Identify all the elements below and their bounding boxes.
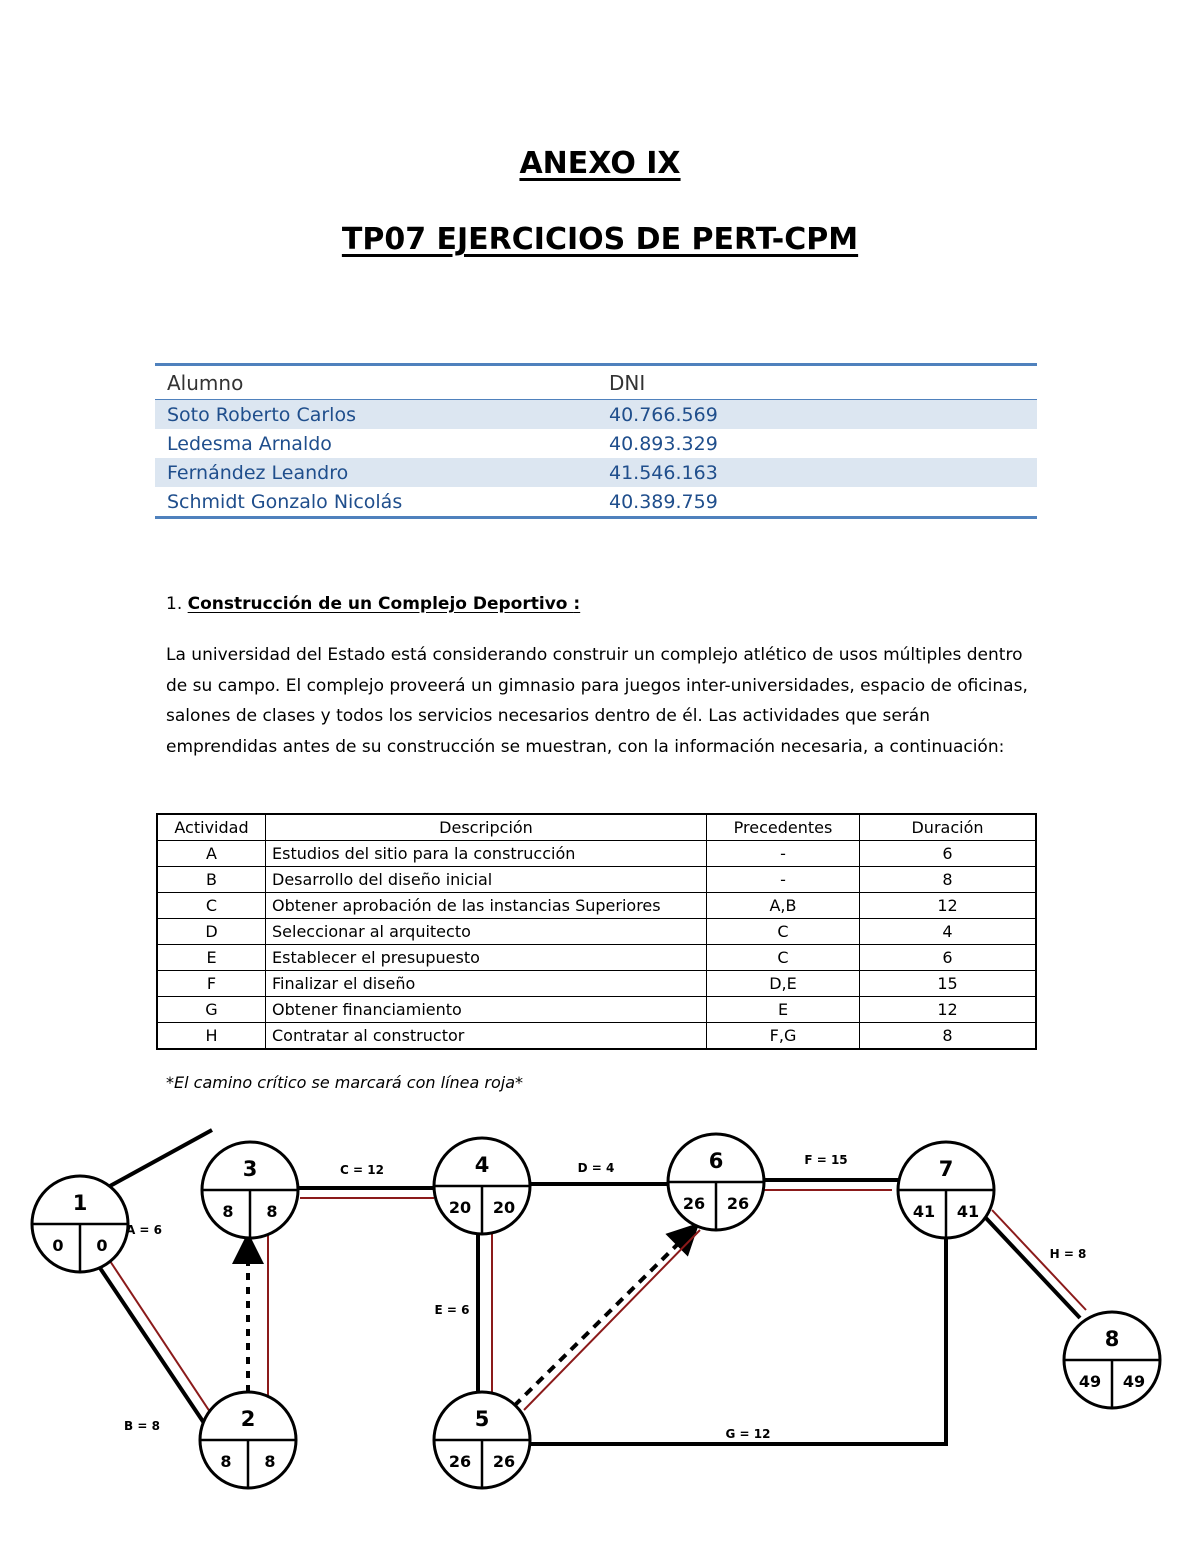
student-dni: 40.893.329 bbox=[609, 432, 718, 455]
activity-description: Seleccionar al arquitecto bbox=[266, 919, 707, 945]
activity-precedents: C bbox=[707, 945, 860, 971]
arc-label-d: D = 4 bbox=[577, 1161, 615, 1175]
activity-id: D bbox=[157, 919, 266, 945]
node-late-time: 49 bbox=[1122, 1372, 1146, 1391]
activity-description: Desarrollo del diseño inicial bbox=[266, 867, 707, 893]
activity-row bbox=[157, 841, 1036, 867]
arc-label-b: B = 8 bbox=[124, 1419, 160, 1433]
activity-description: Obtener aprobación de las instancias Superiores bbox=[266, 893, 707, 919]
student-name: Ledesma Arnaldo bbox=[167, 432, 332, 455]
activity-id: G bbox=[157, 997, 266, 1023]
node-early-time: 49 bbox=[1078, 1372, 1102, 1391]
node-number: 3 bbox=[242, 1157, 258, 1181]
activities-header-row bbox=[157, 814, 1036, 841]
student-row bbox=[155, 458, 1037, 487]
section-paragraph: La universidad del Estado está considerando construir un complejo atlético de usos múltiples dentro de su campo. El complejo proveerá un gimnasio para juegos inter-universidades, espacio de oficinas, salones de clases y todos los servicios necesarios dentro de él. Las actividades que serán emprendidas antes de su construcción se muestran, con la información necesaria, a continuación: bbox=[166, 645, 1028, 757]
activity-row bbox=[157, 919, 1036, 945]
node-late-time: 41 bbox=[956, 1202, 980, 1221]
node-early-time: 41 bbox=[912, 1202, 936, 1221]
activity-duration: 8 bbox=[860, 867, 1037, 893]
activity-id: H bbox=[157, 1023, 266, 1050]
section-title: Construcción de un Complejo Deportivo bbox=[187, 594, 574, 614]
activity-precedents: A,B bbox=[707, 893, 860, 919]
pert-node bbox=[434, 1138, 530, 1234]
activities-header-precedents: Precedentes bbox=[707, 814, 860, 841]
activity-id: E bbox=[157, 945, 266, 971]
node-number: 4 bbox=[474, 1153, 490, 1177]
activities-table bbox=[156, 813, 1037, 1050]
activity-description: Establecer el presupuesto bbox=[266, 945, 707, 971]
activity-duration: 12 bbox=[860, 997, 1037, 1023]
student-row bbox=[155, 400, 1037, 430]
activity-row bbox=[157, 867, 1036, 893]
activity-description: Obtener financiamiento bbox=[266, 997, 707, 1023]
pert-network-diagram bbox=[0, 1110, 1200, 1530]
arc-b bbox=[98, 1265, 206, 1426]
node-early-time: 8 bbox=[222, 1202, 234, 1221]
section-heading bbox=[166, 594, 580, 614]
activities-header-activity: Actividad bbox=[157, 814, 266, 841]
activity-duration: 6 bbox=[860, 945, 1037, 971]
node-number: 5 bbox=[474, 1407, 490, 1431]
students-header-name: Alumno bbox=[167, 370, 244, 395]
arc-label-a: A = 6 bbox=[125, 1223, 163, 1237]
pert-node bbox=[434, 1392, 530, 1488]
pert-node bbox=[898, 1142, 994, 1238]
students-table bbox=[155, 363, 1037, 519]
node-early-time: 8 bbox=[220, 1452, 232, 1471]
activity-row bbox=[157, 945, 1036, 971]
activity-duration: 8 bbox=[860, 1023, 1037, 1050]
node-number: 8 bbox=[1104, 1327, 1120, 1351]
document-title: ANEXO IX bbox=[519, 146, 681, 181]
node-early-time: 0 bbox=[52, 1236, 64, 1255]
activity-row bbox=[157, 971, 1036, 997]
activity-precedents: D,E bbox=[707, 971, 860, 997]
activity-description: Estudios del sitio para la construcción bbox=[266, 841, 707, 867]
activity-precedents: - bbox=[707, 841, 860, 867]
arc-label-c: C = 12 bbox=[340, 1163, 384, 1177]
activity-row bbox=[157, 997, 1036, 1023]
critical-path-note: *El camino crítico se marcará con línea roja* bbox=[166, 1073, 523, 1092]
activities-header-description: Descripción bbox=[266, 814, 707, 841]
document-subtitle: TP07 EJERCICIOS DE PERT-CPM bbox=[341, 222, 859, 257]
student-dni: 41.546.163 bbox=[597, 458, 1037, 487]
pert-node bbox=[200, 1392, 296, 1488]
arc-h bbox=[984, 1216, 1080, 1318]
activity-duration: 15 bbox=[860, 971, 1037, 997]
activity-description: Finalizar el diseño bbox=[266, 971, 707, 997]
node-late-time: 26 bbox=[492, 1452, 516, 1471]
activity-duration: 4 bbox=[860, 919, 1037, 945]
student-name: Soto Roberto Carlos bbox=[155, 400, 597, 430]
student-dni: 40.389.759 bbox=[609, 490, 718, 513]
student-dni: 40.766.569 bbox=[597, 400, 1037, 430]
arc-label-g: G = 12 bbox=[725, 1427, 771, 1441]
activity-row bbox=[157, 1023, 1036, 1050]
node-number: 2 bbox=[240, 1407, 256, 1431]
node-late-time: 0 bbox=[96, 1236, 108, 1255]
students-header-dni: DNI bbox=[609, 370, 646, 395]
activity-id: C bbox=[157, 893, 266, 919]
arc-5-6-critical bbox=[524, 1230, 700, 1410]
student-row bbox=[155, 429, 1037, 458]
pert-node bbox=[668, 1134, 764, 1230]
student-row bbox=[155, 487, 1037, 518]
node-late-time: 26 bbox=[726, 1194, 750, 1213]
section-colon: : bbox=[573, 594, 581, 614]
arc-label-f: F = 15 bbox=[804, 1153, 848, 1167]
activity-duration: 12 bbox=[860, 893, 1037, 919]
arc-a bbox=[110, 1130, 212, 1186]
dummy-arc-5-6 bbox=[514, 1234, 688, 1406]
student-name: Schmidt Gonzalo Nicolás bbox=[167, 490, 403, 513]
students-header-row bbox=[155, 365, 1037, 400]
arc-label-e: E = 6 bbox=[434, 1303, 470, 1317]
activity-id: A bbox=[157, 841, 266, 867]
node-late-time: 20 bbox=[492, 1198, 516, 1217]
node-early-time: 20 bbox=[448, 1198, 472, 1217]
activity-precedents: - bbox=[707, 867, 860, 893]
pert-node bbox=[202, 1142, 298, 1238]
activity-id: B bbox=[157, 867, 266, 893]
activity-id: F bbox=[157, 971, 266, 997]
node-late-time: 8 bbox=[266, 1202, 278, 1221]
activity-duration: 6 bbox=[860, 841, 1037, 867]
node-number: 7 bbox=[938, 1157, 954, 1181]
activity-description: Contratar al constructor bbox=[266, 1023, 707, 1050]
activity-precedents: F,G bbox=[707, 1023, 860, 1050]
activities-header-duration: Duración bbox=[860, 814, 1037, 841]
activity-precedents: C bbox=[707, 919, 860, 945]
node-number: 1 bbox=[72, 1191, 88, 1215]
activity-precedents: E bbox=[707, 997, 860, 1023]
node-early-time: 26 bbox=[682, 1194, 706, 1213]
student-name: Fernández Leandro bbox=[155, 458, 597, 487]
pert-node bbox=[32, 1176, 128, 1272]
node-number: 6 bbox=[708, 1149, 724, 1173]
arc-label-h: H = 8 bbox=[1049, 1247, 1087, 1261]
node-early-time: 26 bbox=[448, 1452, 472, 1471]
activity-row bbox=[157, 893, 1036, 919]
arc-b-critical bbox=[108, 1258, 214, 1418]
pert-node bbox=[1064, 1312, 1160, 1408]
node-late-time: 8 bbox=[264, 1452, 276, 1471]
section-number: 1. bbox=[166, 594, 183, 614]
